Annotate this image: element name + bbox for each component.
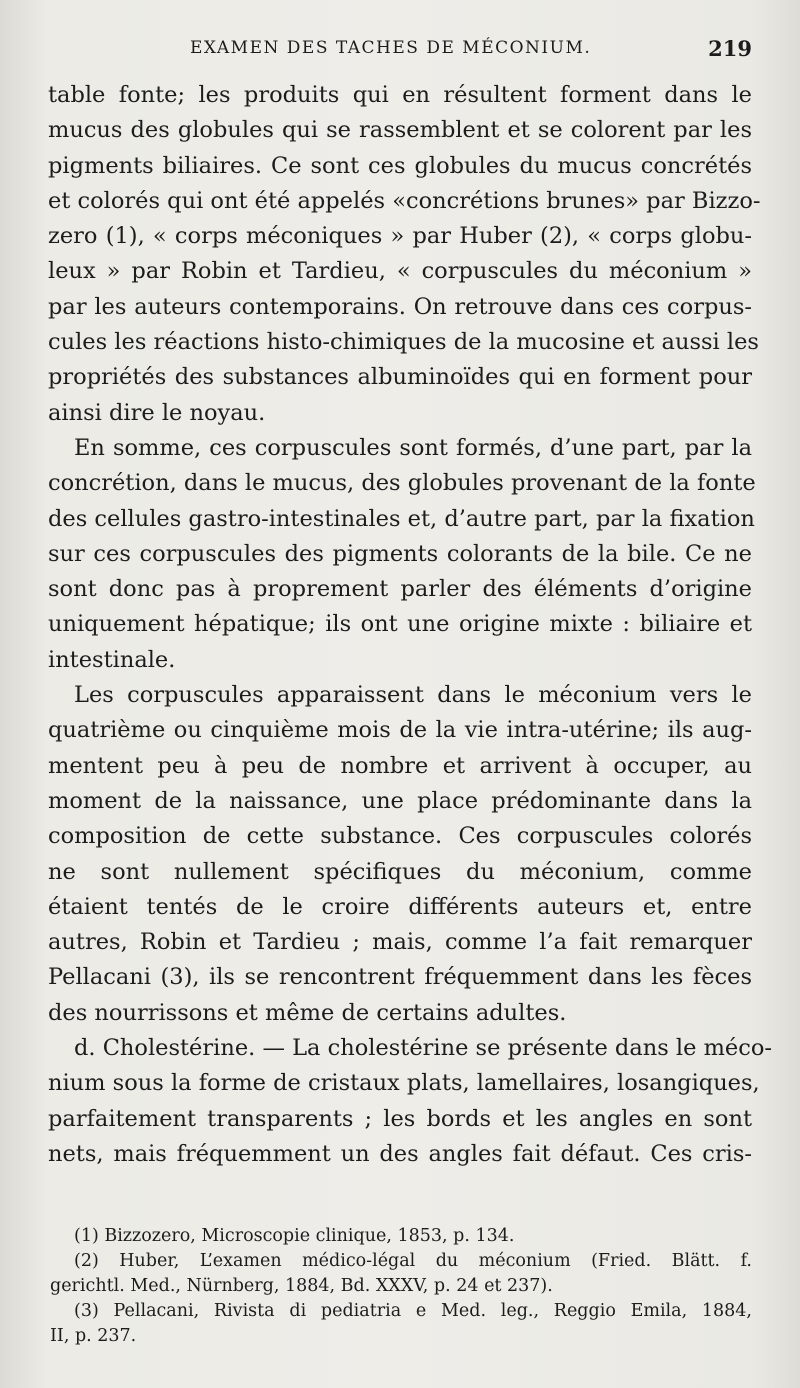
page-number: 219	[708, 36, 752, 61]
footnote-line: (1) Bizzozero, Microscopie clinique, 1853, p. 134.	[74, 1226, 515, 1246]
text-line: Les corpuscules apparaissent dans le méconium vers le	[74, 682, 752, 709]
text-line: pigments biliaires. Ce sont ces globules du mucus concrétés	[48, 152, 752, 179]
text-line: des cellules gastro-intestinales et, d’autre part, par la fixation	[48, 505, 755, 532]
text-line: zero (1), « corps méconiques » par Huber (2), « corps globu-	[48, 223, 752, 250]
text-line: nium sous la forme de cristaux plats, lamellaires, losangiques,	[48, 1070, 760, 1097]
footnote-line: (2) Huber, L’examen médico-légal du méconium (Fried. Blätt. f.	[74, 1251, 752, 1271]
footnote-line: (3) Pellacani, Rivista di pediatria e Med. leg., Reggio Emila, 1884,	[74, 1301, 752, 1321]
text-line: par les auteurs contemporains. On retrouve dans ces corpus-	[48, 293, 752, 320]
text-line: moment de la naissance, une place prédominante dans la	[48, 787, 752, 814]
text-line: ne sont nullement spécifiques du méconium, comme	[48, 858, 752, 885]
text-line: leux » par Robin et Tardieu, « corpuscules du méconium »	[48, 258, 752, 285]
text-line: des nourrissons et même de certains adultes.	[48, 999, 567, 1026]
text-line: concrétion, dans le mucus, des globules provenant de la fonte	[48, 470, 756, 497]
text-line: sont donc pas à proprement parler des éléments d’origine	[48, 576, 752, 603]
text-line: autres, Robin et Tardieu ; mais, comme l’a fait remarquer	[48, 929, 752, 956]
text-line: intestinale.	[48, 646, 176, 673]
running-title: EXAMEN DES TACHES DE MÉCONIUM.	[190, 38, 592, 58]
text-line: table fonte; les produits qui en résultent forment dans le	[48, 82, 752, 108]
text-line: uniquement hépatique; ils ont une origine mixte : biliaire et	[48, 611, 752, 638]
text-line: sur ces corpuscules des pigments colorants de la bile. Ce ne	[48, 540, 752, 567]
text-line: parfaitement transparents ; les bords et les angles en sont	[48, 1105, 752, 1132]
body-text	[48, 78, 772, 1172]
text-line: d. Cholestérine. — La cholestérine se présente dans le méco-	[74, 1035, 772, 1062]
text-line: ainsi dire le noyau.	[48, 399, 266, 426]
footnote-line: II, p. 237.	[50, 1326, 137, 1346]
text-line: nets, mais fréquemment un des angles fait défaut. Ces cris-	[48, 1140, 752, 1167]
footnote-line: gerichtl. Med., Nürnberg, 1884, Bd. XXXV, p. 24 et 237).	[50, 1276, 553, 1296]
text-line: quatrième ou cinquième mois de la vie intra-utérine; ils aug-	[48, 717, 752, 744]
page-header	[50, 34, 752, 70]
text-line: composition de cette substance. Ces corpuscules colorés	[48, 823, 752, 850]
text-line: Pellacani (3), ils se rencontrent fréquemment dans les fèces	[48, 964, 752, 991]
text-line: étaient tentés de le croire différents auteurs et, entre	[48, 893, 752, 920]
text-line: En somme, ces corpuscules sont formés, d’une part, par la	[74, 434, 752, 461]
text-line: et colorés qui ont été appelés «concrétions brunes» par Bizzo-	[48, 187, 761, 214]
text-line: propriétés des substances albuminoïdes qui en forment pour	[48, 364, 752, 391]
text-line: mentent peu à peu de nombre et arrivent à occuper, au	[48, 752, 752, 779]
text-line: mucus des globules qui se rassemblent et se colorent par les	[48, 117, 752, 144]
footnotes	[50, 1224, 752, 1349]
text-line: cules les réactions histo-chimiques de la mucosine et aussi les	[48, 329, 759, 356]
